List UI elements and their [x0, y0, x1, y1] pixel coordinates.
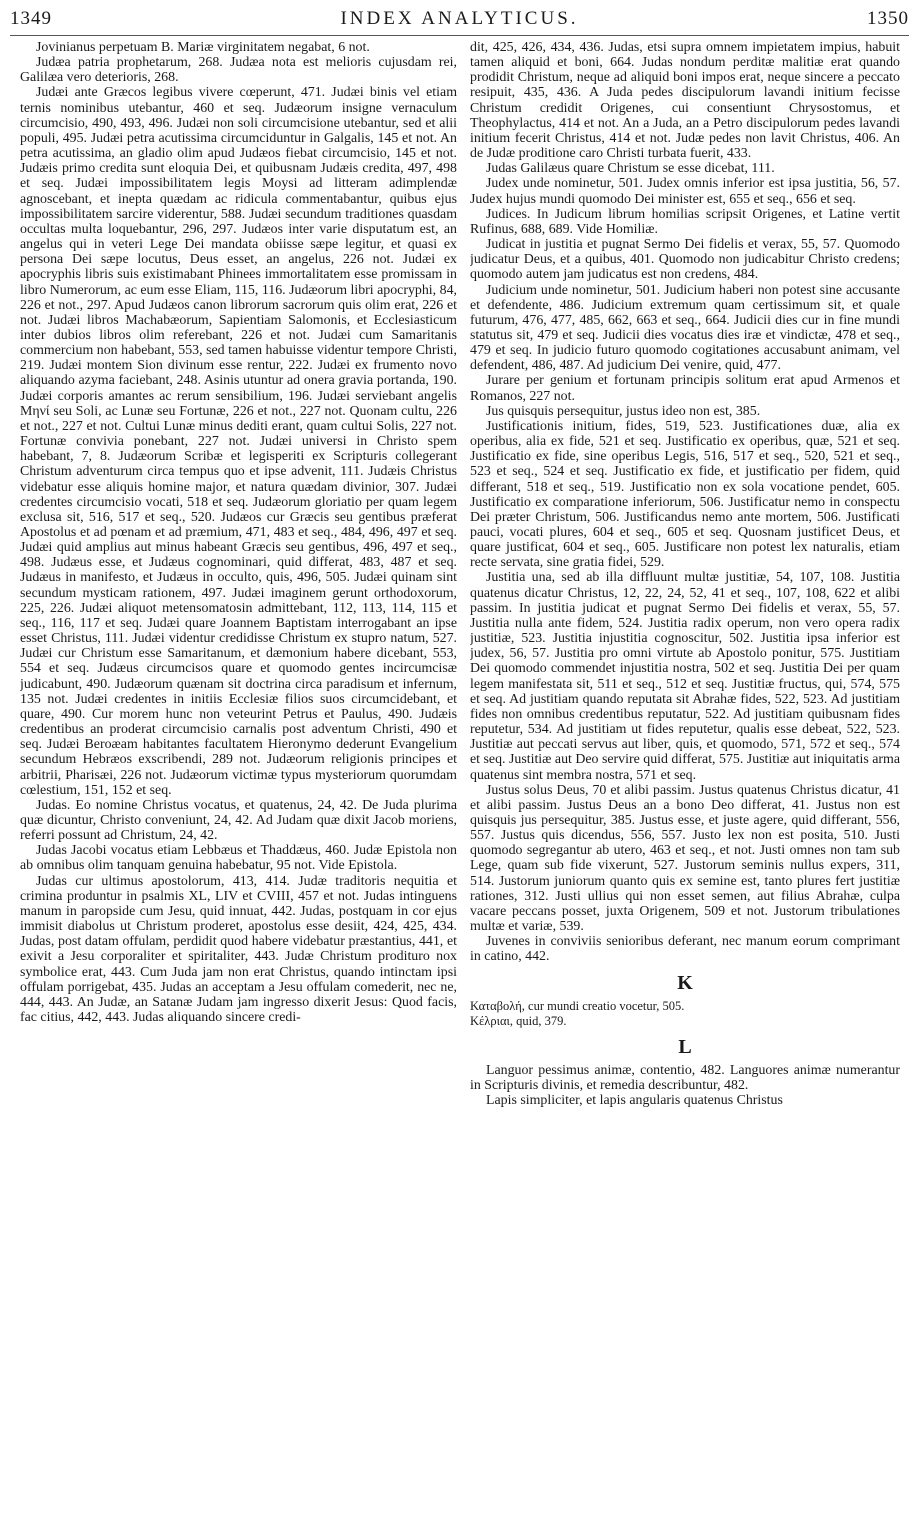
page-header	[10, 6, 909, 32]
left-column	[20, 40, 457, 1534]
index-entry: Judices. In Judicum librum homilias scripsit Origenes, et Latine vertit Rufinus, 688, 689. Vide Homiliæ.	[470, 206, 900, 237]
index-entry: Languor pessimus animæ, contentio, 482. Languores animæ numerantur in Scripturis divinis, et remedia describuntur, 482.	[470, 1062, 900, 1093]
index-entry: Καταβολή, cur mundi creatio vocetur, 505.	[470, 998, 685, 1013]
section-letter-k: K	[677, 971, 693, 994]
index-entry: Judex unde nominetur, 501. Judex omnis inferior est ipsa justitia, 56, 57. Judex hujus mundi quomodo Dei minister est, 655 et seq., 656 et seq.	[470, 176, 900, 207]
header-rule	[10, 35, 909, 36]
index-entry: Judas Jacobi vocatus etiam Lebbæus et Thaddæus, 460. Judæ Epistola non ab omnibus olim tanquam genuina habebatur, 95 not. Vide Epistola.	[20, 843, 457, 874]
index-entry: Jovinianus perpetuam B. Mariæ virginitatem negabat, 6 not.	[36, 40, 370, 55]
page-number-left: 1349	[10, 8, 52, 29]
right-column	[470, 40, 900, 1534]
index-entry: Judas Galilæus quare Christum se esse dicebat, 111.	[486, 161, 775, 177]
index-entry: Judicat in justitia et pugnat Sermo Dei fidelis et verax, 55, 57. Quomodo judicatur Deus, et a quibus, 401. Quomodo non judicabitur Christo credens; quomodo autem jam judicatus est non credens, 484.	[470, 237, 900, 283]
index-entry: Judæa patria prophetarum, 268. Judæa nota est melioris cujusdam rei, Galilæa vero deterioris, 268.	[20, 55, 457, 86]
index-entry: Judicium unde nominetur, 501. Judicium haberi non potest sine accusante et defendente, 486. Judicium extremum quam certissimum sit, et quale futurum, 476, 477, 485, 662, 663 et seq., 664. Judicii dies cur in fine mundi statutus sit, 479 et seq. Judicii dies vocatus dies iræ et vindictæ, 478 et seq., 479 et seq. In judicio futuro quomodo cogitationes accusabunt animam, vel defendent, 486, 487. Ad judicium Dei venire, quid, 477.	[470, 282, 900, 374]
index-entry: Jus quisquis persequitur, justus ideo non est, 385.	[486, 403, 761, 419]
index-entry: Judas. Eo nomine Christus vocatus, et quatenus, 24, 42. De Juda plurima quæ dicuntur, Christo conveniunt, 24, 42. Ad Judam quæ dixit Jacob moriens, referri possunt ad Christum, 24, 42.	[20, 797, 457, 844]
index-entry: dit, 425, 426, 434, 436. Judas, etsi supra omnem impietatem impius, habuit tamen aliquid et boni, 664. Judas nondum perditæ malitiæ erat quando prodidit Christum, neque ad aliquid boni impos erat, neque sincere a peccato resipuit, 435, 436. A Juda pedes discipulorum lavandi initium fecisse Christum credidit Origenes, cui consentiunt Chrysostomus, et Theophylactus, 414 et not. An a Juda, an a Petro discipulorum pedes lavandi initium fecerit Christus, 414 et not. Judæ pedes non lavit Christus, 406. An de Judæ proditione caro Christi turbata fuerit, 433.	[470, 40, 900, 162]
index-entry: Κέλριαι, quid, 379.	[470, 1013, 567, 1028]
running-title: INDEX ANALYTICUS.	[340, 8, 579, 29]
index-entry: Justitia una, sed ab illa diffluunt multæ justitiæ, 54, 107, 108. Justitia quatenus dicatur Christus, 12, 22, 24, 52, 41 et seq., 107, 108, 622 et alibi passim. In justitia judicat et pugnat Sermo Dei fidelis et verax, 55, 57. Justitia nulla ante fidem, 524. Justitia radix operum, non vero opera radix justitiæ, 523. Justitia injustitia cognoscitur, 502. Justitia ipsa inferior est judex, 56, 57. Justitia pro omni virtute ab Apostolo ponitur, 575. Justitiam Dei quomodo commendet injustitia nostra, 502 et seq. Justitia Dei per quam legem manifestata sit, 511 et seq., 512 et seq. Justitiæ fructus, qui, 574, 575 et seq. Ad justitiam quando reputata sit Abrahæ fides, 522, 523. Ad justitiam fides non omnibus credentibus reputatur, 522. Ad justitiam quibusnam fides reputetur, 534. Ad justitiam ut fides reputetur, qualis esse debeat, 522, 523. Justitiæ aut peccati servus aut liber, quis, et quomodo, 571, 572 et seq., 574 et seq. Justitiæ aut Deo servire quid differat, 575. Justitiæ aut iniquitatis arma quatenus sint membra nostra, 571 et seq.	[470, 570, 900, 783]
index-entry: Juvenes in conviviis senioribus deferant, nec manum eorum comprimant in catino, 442.	[470, 934, 900, 965]
section-letter-l: L	[678, 1035, 692, 1058]
index-entry: Judas cur ultimus apostolorum, 413, 414. Judæ traditoris nequitia et crimina produntur in psalmis XL, LIV et CVIII, 457 et not. Judas intinguens manum in paropside cum Jesu, quid innuat, 442. Judas, postquam in cor ejus immisit diabolus ut Christum proderet, apostolus esse desiit, 424, 425, 434. Judas, post datam offulam, perdidit quod habere videbatur præstantius, 441, et exivit a Jesu corporaliter et spiritaliter, 443. Judæ Christum proditurо nox symbolice erat, 443. Cum Juda jam non erat Christus, quando intinctam ipsi offulam porrigebat, 435. Judas an acceptam a Jesu offulam comederit, nec ne, 444, 443. An Judæ, an Satanæ Judam jam ingresso dixerit Jesus: Quod facis, fac citius, 442, 443. Judas aliquando sincere credi-	[20, 873, 457, 1025]
index-entry: Lapis simpliciter, et lapis angularis quatenus Christus	[486, 1093, 783, 1109]
index-entry: Justificationis initium, fides, 519, 523. Justificationes duæ, alia ex operibus, alia ex fide, 521 et seq. Justificatio ex operibus, quæ, 521 et seq. Justificatio ex fide, sine operibus Legis, 516, 517 et seq., 520, 521 et seq., 523 et seq., 524 et seq. Justificatio ex fide, et justificatio per fidem, quid differant, 518 et seq., 519. Justificatio non ex sola vocatione pendet, 605. Justificatio ex comparatione inferiorum, 506. Justificatur nemo in conspectu Dei præter Christum, 506. Justificandus nemo ante mortem, 506. Justificati pauci, vocati plures, 604 et seq., 605 et seq. Quosnam justificet Deus, et quare justificat, 604 et seq., 605. Justificare non potest lex naturalis, etiam recte servata, sine gratia fidei, 529.	[470, 418, 900, 571]
index-entry: Justus solus Deus, 70 et alibi passim. Justus quatenus Christus dicatur, 41 et alibi passim. Justus Deus an a bono Deo differat, 41. Justus non est quisquis jus persequitur, 385. Justus esse, et juste agere, quid differant, 556, 557. Justus quis dicendus, 556, 557. Justo lex non est posita, 510. Justi quomodo segregantur ab utero, 463 et seq., et not. Justi omnes non tam sub Lege, quam sub fide vixerunt, 527. Justorum seminis nullus expers, 311, 514. Justorum juniorum quanto quis ex semine est, tanto plures fert justitiæ rationes, 312. Justi ullius qui non esset semen, aut filius Abrahæ, culpa vacare peccans posset, juxta Origenem, 509 et not. Justorum tribulationes multæ et variæ, 539.	[470, 782, 900, 935]
index-entry: Judæi ante Græcos legibus vivere cœperunt, 471. Judæi binis vel etiam ternis nominibus utebantur, 460 et seq. Judæorum insigne vernaculum circumcisio, 490, 493, 496. Judæi non soli circumcisione utebantur, sed et alii populi, 495. Judæi petra acutissima circumciduntur in Galgalis, 145 et not. An petra acutissima, an gladio olim apud Judæos fiebat circumcisio, 145 et not. Judæis primo credita sunt eloquia Dei, et quibusnam Judæis credita, 497, 498 et seq. Judæi impossibilitatem legis Moysi ad litteram adimplendæ agnoscebant, et inepta quædam ac ridicula commentabantur, quibus ejus impossibilitatem sarcire viderentur, 588. Judæi secundum traditiones quasdam occultas multa loquebantur, 296, 297. Judæos inter varie disputatum est, an angelus qui in veteri Lege Dei mandata obiisse sæpe legitur, et quasi ex persona Dei sæpe locutus, Deus esset, an angelus, 226 not. Judæi ex apocryphis libris suis existimabant Phinees immortalitatem esse promissam in libro Numerorum, ac eum esse Eliam, 115, 116. Judæorum libri apocryphi, 84, 226 et not., 297. Apud Judæos canon librorum sacrorum quis olim erat, 226 et not. Judæi libros Machabæorum, Sapientiam Salomonis, et Ecclesiasticum inter dubios libros olim referebant, 226 et not. Judæi cum Samaritanis commercium non habebant, 553, sed tamen habuisse videntur tempore Christi, 219. Judæi montem Sion divinum esse rentur, 222. Judæi ex frumento novo aliquando azyma faciebant, 248. Asinis utuntur ad onera gravia portanda, 190. Judæi corporis amantes ac rerum sensibilium, 196. Judæi serviebant angelis Μηνί seu Soli, ac Lunæ seu Fortunæ, 226 et not., 227 not. Quonam cultu, 226 et not., 227 et not. Cultui Lunæ minus dediti erant, quam cultui Solis, 227 not. Fortunæ convivia ponebant, 227 not. Judæi universi in Christo spem habebant, 7, 8. Judæorum Scribæ et legisperiti ex Scripturis collegerant Christum adventurum circa tempus quo et ipse advenit, 111. Judæis Christus videbatur esse aliquis homine major, et natura quædam divinior, 307. Judæi credentes circumcisio vocati, 518 et seq. Judæorum gloriatio per quam legem exclusa sit, 516, 517 et seq., 520. Judæos cur Græcis seu gentibus præferat Apostolus et ad pœnam et ad præmium, 471, 483 et seq., 484, 496, 497 et seq. Judæi quid amplius aut minus habeant Græcis seu gentibus, 496, 497 et seq., 498. Judæus esse, et Judæus cognominari, quid differat, 483, 487 et seq. Judæus in manifesto, et Judæus in occulto, quis, 496, 505. Judæi quinam sint secundum mysticam rationem, 497. Judæi imaginem gerunt orthodoxorum, 225, 226. Judæi aliquot metensomatosin admittebant, 112, 113, 114, 115 et seq., 116, 117 et seq. Judæi quare Joannem Baptistam interrogabant an ipse esset Christus, 111. Judæi videntur credidisse Christum ex stupro natum, 527. Judæi cur Christum esse Samaritanum, et dæmonium habere dicebant, 553, 554 et seq. Judæus circumcisos quare et quomodo gentes incircumcisæ judicabunt, 490. Judæorum quænam sit doctrina circa paradisum et infernum, 135 not. Judæi credentes in initiis Ecclesiæ filios suos circumcidebant, et quare, 490. Cur morem hunc non veteurint Petrus et Paulus, 490. Judæis credentibus an proderat circumcisio carnalis post adventum Christi, 490 et seq. Judæi Beroæam habitantes facultatem Hieronymo dederunt Evangelium secundum Hebræos exscribendi, 289 not. Judæorum religionis principes et arbitrii, Pharisæi, 226 not. Judæorum victimæ typus mysteriorum quorumdam cœlestium, 151, 152 et seq.	[20, 85, 457, 798]
page-number-right: 1350	[867, 8, 909, 29]
index-entry: Jurare per genium et fortunam principis solitum erat apud Armenos et Romanos, 227 not.	[470, 373, 900, 404]
